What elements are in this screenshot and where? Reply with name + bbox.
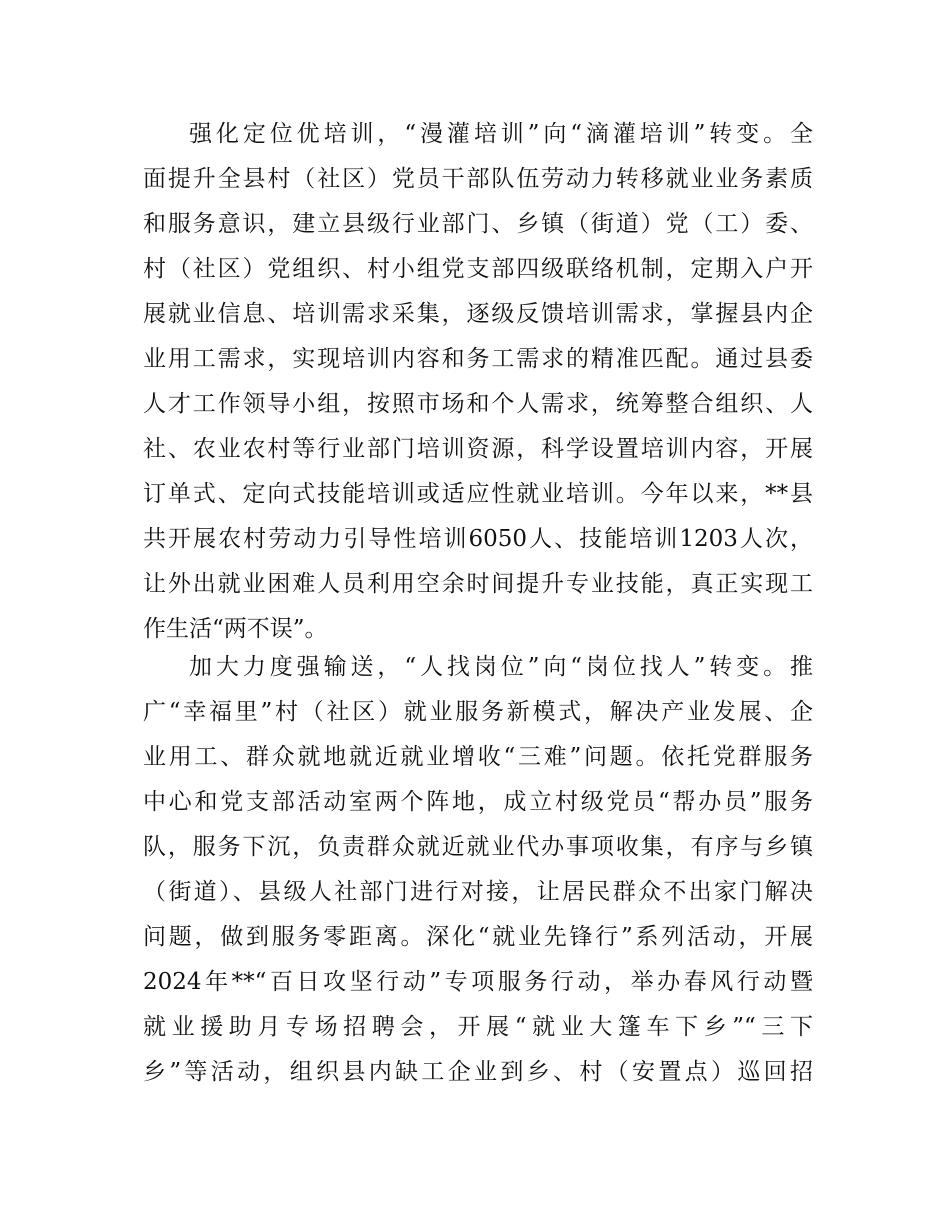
paragraph-training (143, 112, 813, 652)
text-line: 问题，做到服务零距离。深化“就业先锋行”系列活动，开展 (143, 924, 813, 950)
text-line: 广“幸福里”村（社区）就业服务新模式，解决产业发展、企 (143, 699, 813, 725)
text-line: 订单式、定向式技能培训或适应性就业培训。今年以来，**县 (143, 481, 813, 507)
text-line: 和服务意识，建立县级行业部门、乡镇（街道）党（工）委、 (143, 211, 813, 237)
text-line: 就业援助月专场招聘会，开展“就业大篷车下乡”“三下 (143, 1014, 813, 1040)
text-line: 让外出就业困难人员利用空余时间提升专业技能，真正实现工 (143, 571, 813, 597)
text-line: （街道）、县级人社部门进行对接，让居民群众不出家门解决 (143, 879, 813, 905)
paragraph-delivery (143, 645, 813, 1095)
text-line: 社、农业农村等行业部门培训资源，科学设置培训内容，开展 (143, 436, 813, 462)
text-line: 强化定位优培训，“漫灌培训”向“滴灌培训”转变。全 (189, 121, 813, 147)
text-line: 乡”等活动，组织县内缺工企业到乡、村（安置点）巡回招 (143, 1059, 813, 1085)
text-line: 2024年**“百日攻坚行动”专项服务行动，举办春风行动暨 (143, 969, 813, 995)
text-line: 人才工作领导小组，按照市场和个人需求，统筹整合组织、人 (143, 391, 813, 417)
text-line: 队，服务下沉，负责群众就近就业代办事项收集，有序与乡镇 (143, 834, 813, 860)
text-line: 业用工需求，实现培训内容和务工需求的精准匹配。通过县委 (143, 346, 813, 372)
text-line: 展就业信息、培训需求采集，逐级反馈培训需求，掌握县内企 (143, 301, 813, 327)
text-line: 面提升全县村（社区）党员干部队伍劳动力转移就业业务素质 (143, 166, 813, 192)
text-line: 加大力度强输送，“人找岗位”向“岗位找人”转变。推 (189, 654, 813, 680)
text-line: 业用工、群众就地就近就业增收“三难”问题。依托党群服务 (143, 744, 813, 770)
text-line: 作生活“两不误”。 (143, 616, 328, 642)
text-line: 共开展农村劳动力引导性培训6050人、技能培训1203人次， (143, 526, 813, 552)
text-line: 村（社区）党组织、村小组党支部四级联络机制，定期入户开 (143, 256, 813, 282)
text-line: 中心和党支部活动室两个阵地，成立村级党员“帮办员”服务 (143, 789, 813, 815)
